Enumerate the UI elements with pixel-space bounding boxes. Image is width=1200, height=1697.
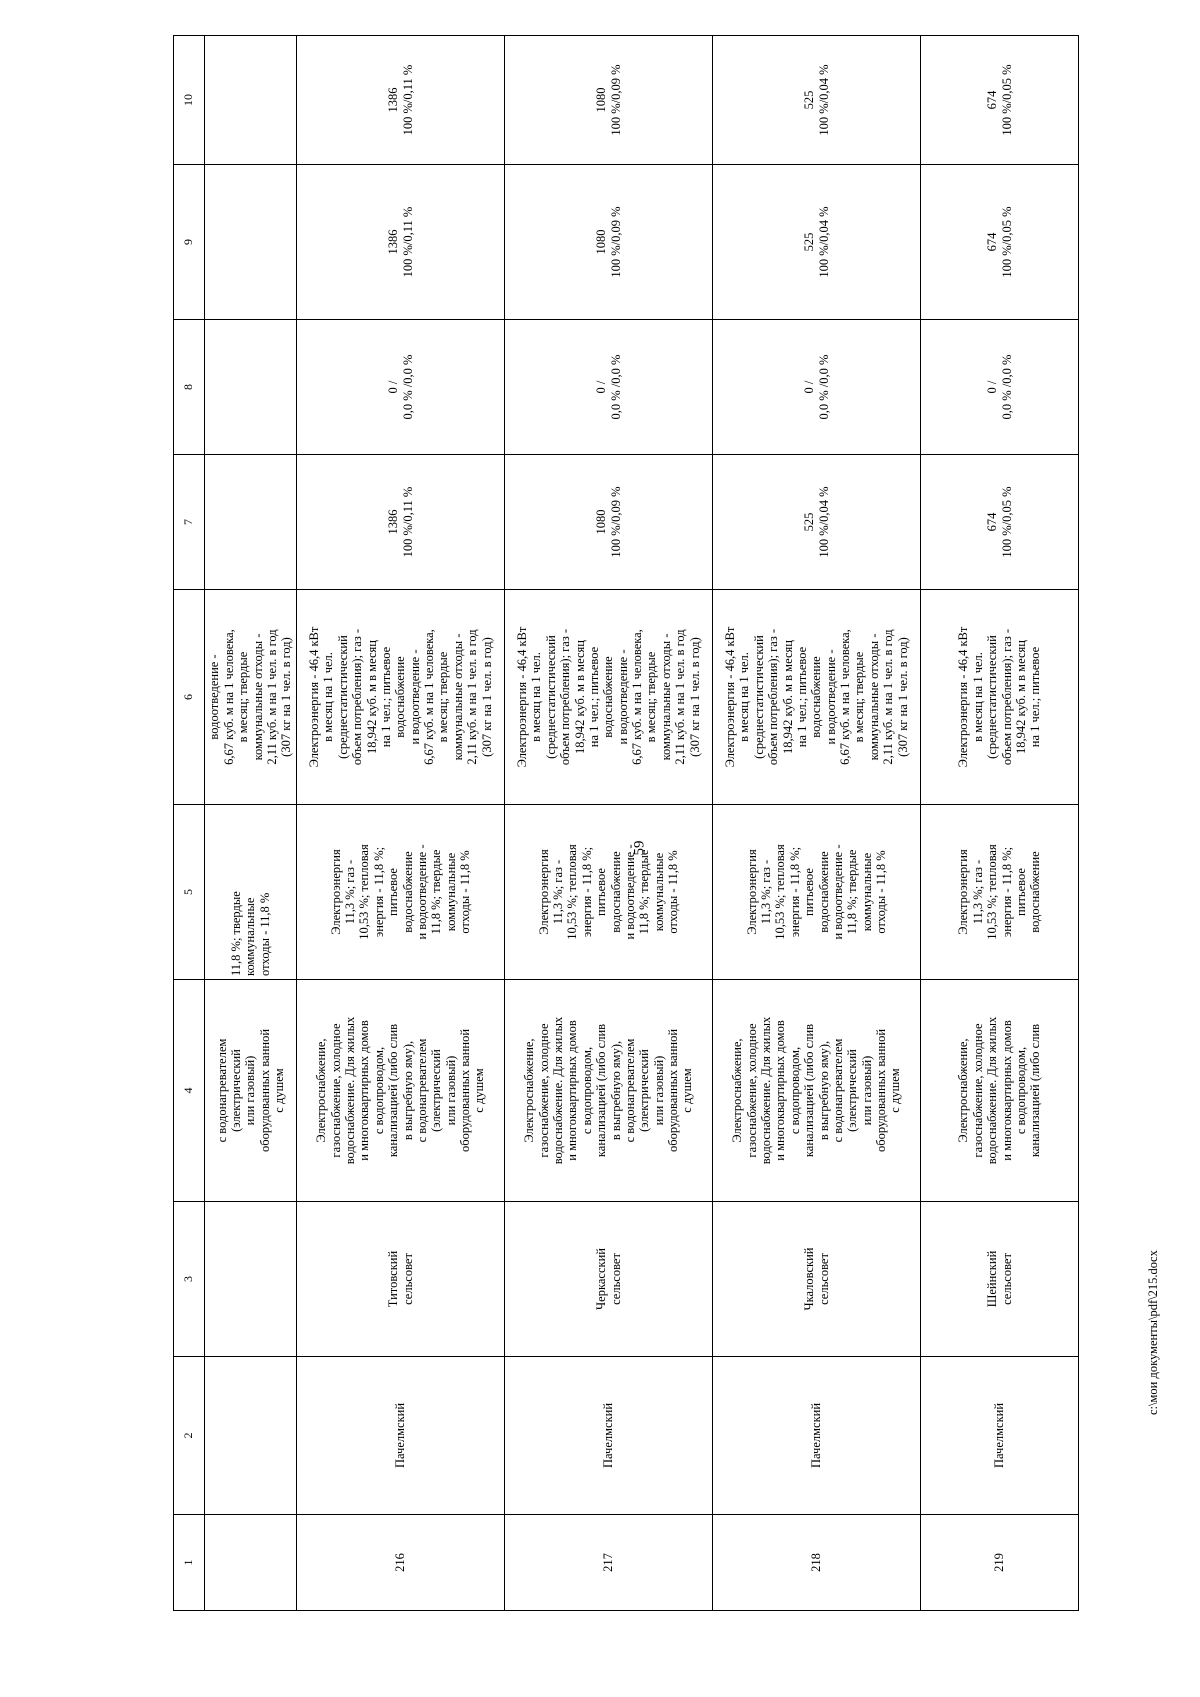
value-cell-7: 674 100 %/0,05 % [921,455,1079,590]
row-number: 217 [505,1515,713,1611]
rotated-table-frame [173,36,1073,1611]
column-header: 7 [174,455,205,590]
settlement-cell: Чкаловский сельсовет [713,1202,921,1357]
value-cell-7 [205,455,297,590]
norms-cell: Электроэнергия - 46,4 кВт в месяц на 1 чел. (среднестатистический объем потребления); газ - 18,942 куб. м в месяц на 1 чел.; питьевое водоснабжение и водоотведение - 6,67 куб. м на 1 человека, в месяц; твердые коммунальные отходы - 2,11 куб. м на 1 чел. в год (307 кг на 1 чел. в год) [505,590,713,805]
value-cell-9: 674 100 %/0,05 % [921,165,1079,320]
norms-cell: Электроэнергия - 46,4 кВт в месяц на 1 чел. (среднестатистический объем потребления); газ - 18,942 куб. м в месяц на 1 чел.; питьевое водоснабжение и водоотведение - 6,67 куб. м на 1 человека, в месяц; твердые коммунальные отходы - 2,11 куб. м на 1 чел. в год (307 кг на 1 чел. в год) [297,590,505,805]
value-cell-10: 1080 100 %/0,09 % [505,36,713,165]
column-header: 2 [174,1357,205,1515]
value-cell-8: 0 / 0,0 % /0,0 % [921,320,1079,455]
services-cell: Электроснабжение, газоснабжение, холодное водоснабжение. Для жилых и многоквартирных домов с водопроводом, канализацией (либо слив [921,980,1079,1202]
file-path-footer: c:\мои документы\pdf\215.docx [1146,1250,1160,1415]
value-cell-9: 525 100 %/0,04 % [713,165,921,320]
value-cell-7: 1080 100 %/0,09 % [505,455,713,590]
district-cell: Пачелмский [505,1357,713,1515]
settlement-cell: Черкасский сельсовет [505,1202,713,1357]
district-cell: Пачелмский [297,1357,505,1515]
column-header: 5 [174,805,205,980]
shares-cell: Электроэнергия 11,3 %; газ - 10,53 %; тепловая энергия - 11,8 %; питьевое водоснабжение и водоотведение - 11,8 %; твердые коммунальные отходы - 11,8 % [505,805,713,980]
value-cell-10 [205,36,297,165]
column-header: 3 [174,1202,205,1357]
table-row [297,36,505,1611]
table-row [921,36,1079,1611]
value-cell-10: 525 100 %/0,04 % [713,36,921,165]
row-number: 219 [921,1515,1079,1611]
column-header: 4 [174,980,205,1202]
value-cell-8: 0 / 0,0 % /0,0 % [505,320,713,455]
value-cell-10: 1386 100 %/0,11 % [297,36,505,165]
column-number-row [174,36,205,1611]
settlement-cell: Титовский сельсовет [297,1202,505,1357]
table-row [713,36,921,1611]
column-header: 8 [174,320,205,455]
norms-cell: Электроэнергия - 46,4 кВт в месяц на 1 чел. (среднестатистический объем потребления); газ - 18,942 куб. м в месяц на 1 чел.; питьевое [921,590,1079,805]
column-header: 1 [174,1515,205,1611]
services-cell: Электроснабжение, газоснабжение, холодное водоснабжение. Для жилых и многоквартирных домов с водопроводом, канализацией (либо слив в выгребную яму), с водонагревателем (электрический или газовый) оборудованных ванной с душем [713,980,921,1202]
district-cell [205,1357,297,1515]
table-row [505,36,713,1611]
district-cell: Пачелмский [921,1357,1079,1515]
row-number: 216 [297,1515,505,1611]
value-cell-9 [205,165,297,320]
shares-cell: 11,8 %; твердые коммунальные отходы - 11,8 % [205,805,297,980]
row-number [205,1515,297,1611]
value-cell-7: 1386 100 %/0,11 % [297,455,505,590]
settlement-cell [205,1202,297,1357]
page-number: 59 [631,840,648,856]
value-cell-10: 674 100 %/0,05 % [921,36,1079,165]
services-cell: Электроснабжение, газоснабжение, холодное водоснабжение. Для жилых и многоквартирных домов с водопроводом, канализацией (либо слив в выгребную яму), с водонагревателем (электрический или газовый) оборудованных ванной с душем [505,980,713,1202]
value-cell-9: 1386 100 %/0,11 % [297,165,505,320]
shares-cell: Электроэнергия 11,3 %; газ - 10,53 %; тепловая энергия - 11,8 %; питьевое водоснабжение [921,805,1079,980]
value-cell-9: 1080 100 %/0,09 % [505,165,713,320]
value-cell-7: 525 100 %/0,04 % [713,455,921,590]
shares-cell: Электроэнергия 11,3 %; газ - 10,53 %; тепловая энергия - 11,8 %; питьевое водоснабжение и водоотведение - 11,8 %; твердые коммунальные отходы - 11,8 % [297,805,505,980]
norms-cell: Электроэнергия - 46,4 кВт в месяц на 1 чел. (среднестатистический объем потребления); газ - 18,942 куб. м в месяц на 1 чел.; питьевое водоснабжение и водоотведение - 6,67 куб. м на 1 человека, в месяц; твердые коммунальные отходы - 2,11 куб. м на 1 чел. в год (307 кг на 1 чел. в год) [713,590,921,805]
table-row [205,36,297,1611]
services-cell: с водонагревателем (электрический или газовый) оборудованных ванной с душем [205,980,297,1202]
value-cell-8 [205,320,297,455]
district-cell: Пачелмский [713,1357,921,1515]
value-cell-8: 0 / 0,0 % /0,0 % [297,320,505,455]
value-cell-8: 0 / 0,0 % /0,0 % [713,320,921,455]
row-number: 218 [713,1515,921,1611]
column-header: 10 [174,36,205,165]
tariff-table [173,35,1079,1611]
column-header: 6 [174,590,205,805]
column-header: 9 [174,165,205,320]
settlement-cell: Шейнский сельсовет [921,1202,1079,1357]
shares-cell: Электроэнергия 11,3 %; газ - 10,53 %; тепловая энергия - 11,8 %; питьевое водоснабжение и водоотведение - 11,8 %; твердые коммунальные отходы - 11,8 % [713,805,921,980]
norms-cell: водоотведение - 6,67 куб. м на 1 человека, в месяц; твердые коммунальные отходы - 2,11 куб. м на 1 чел. в год (307 кг на 1 чел. в год) [205,590,297,805]
services-cell: Электроснабжение, газоснабжение, холодное водоснабжение. Для жилых и многоквартирных домов с водопроводом, канализацией (либо слив в выгребную яму), с водонагревателем (электрический или газовый) оборудованных ванной с душем [297,980,505,1202]
